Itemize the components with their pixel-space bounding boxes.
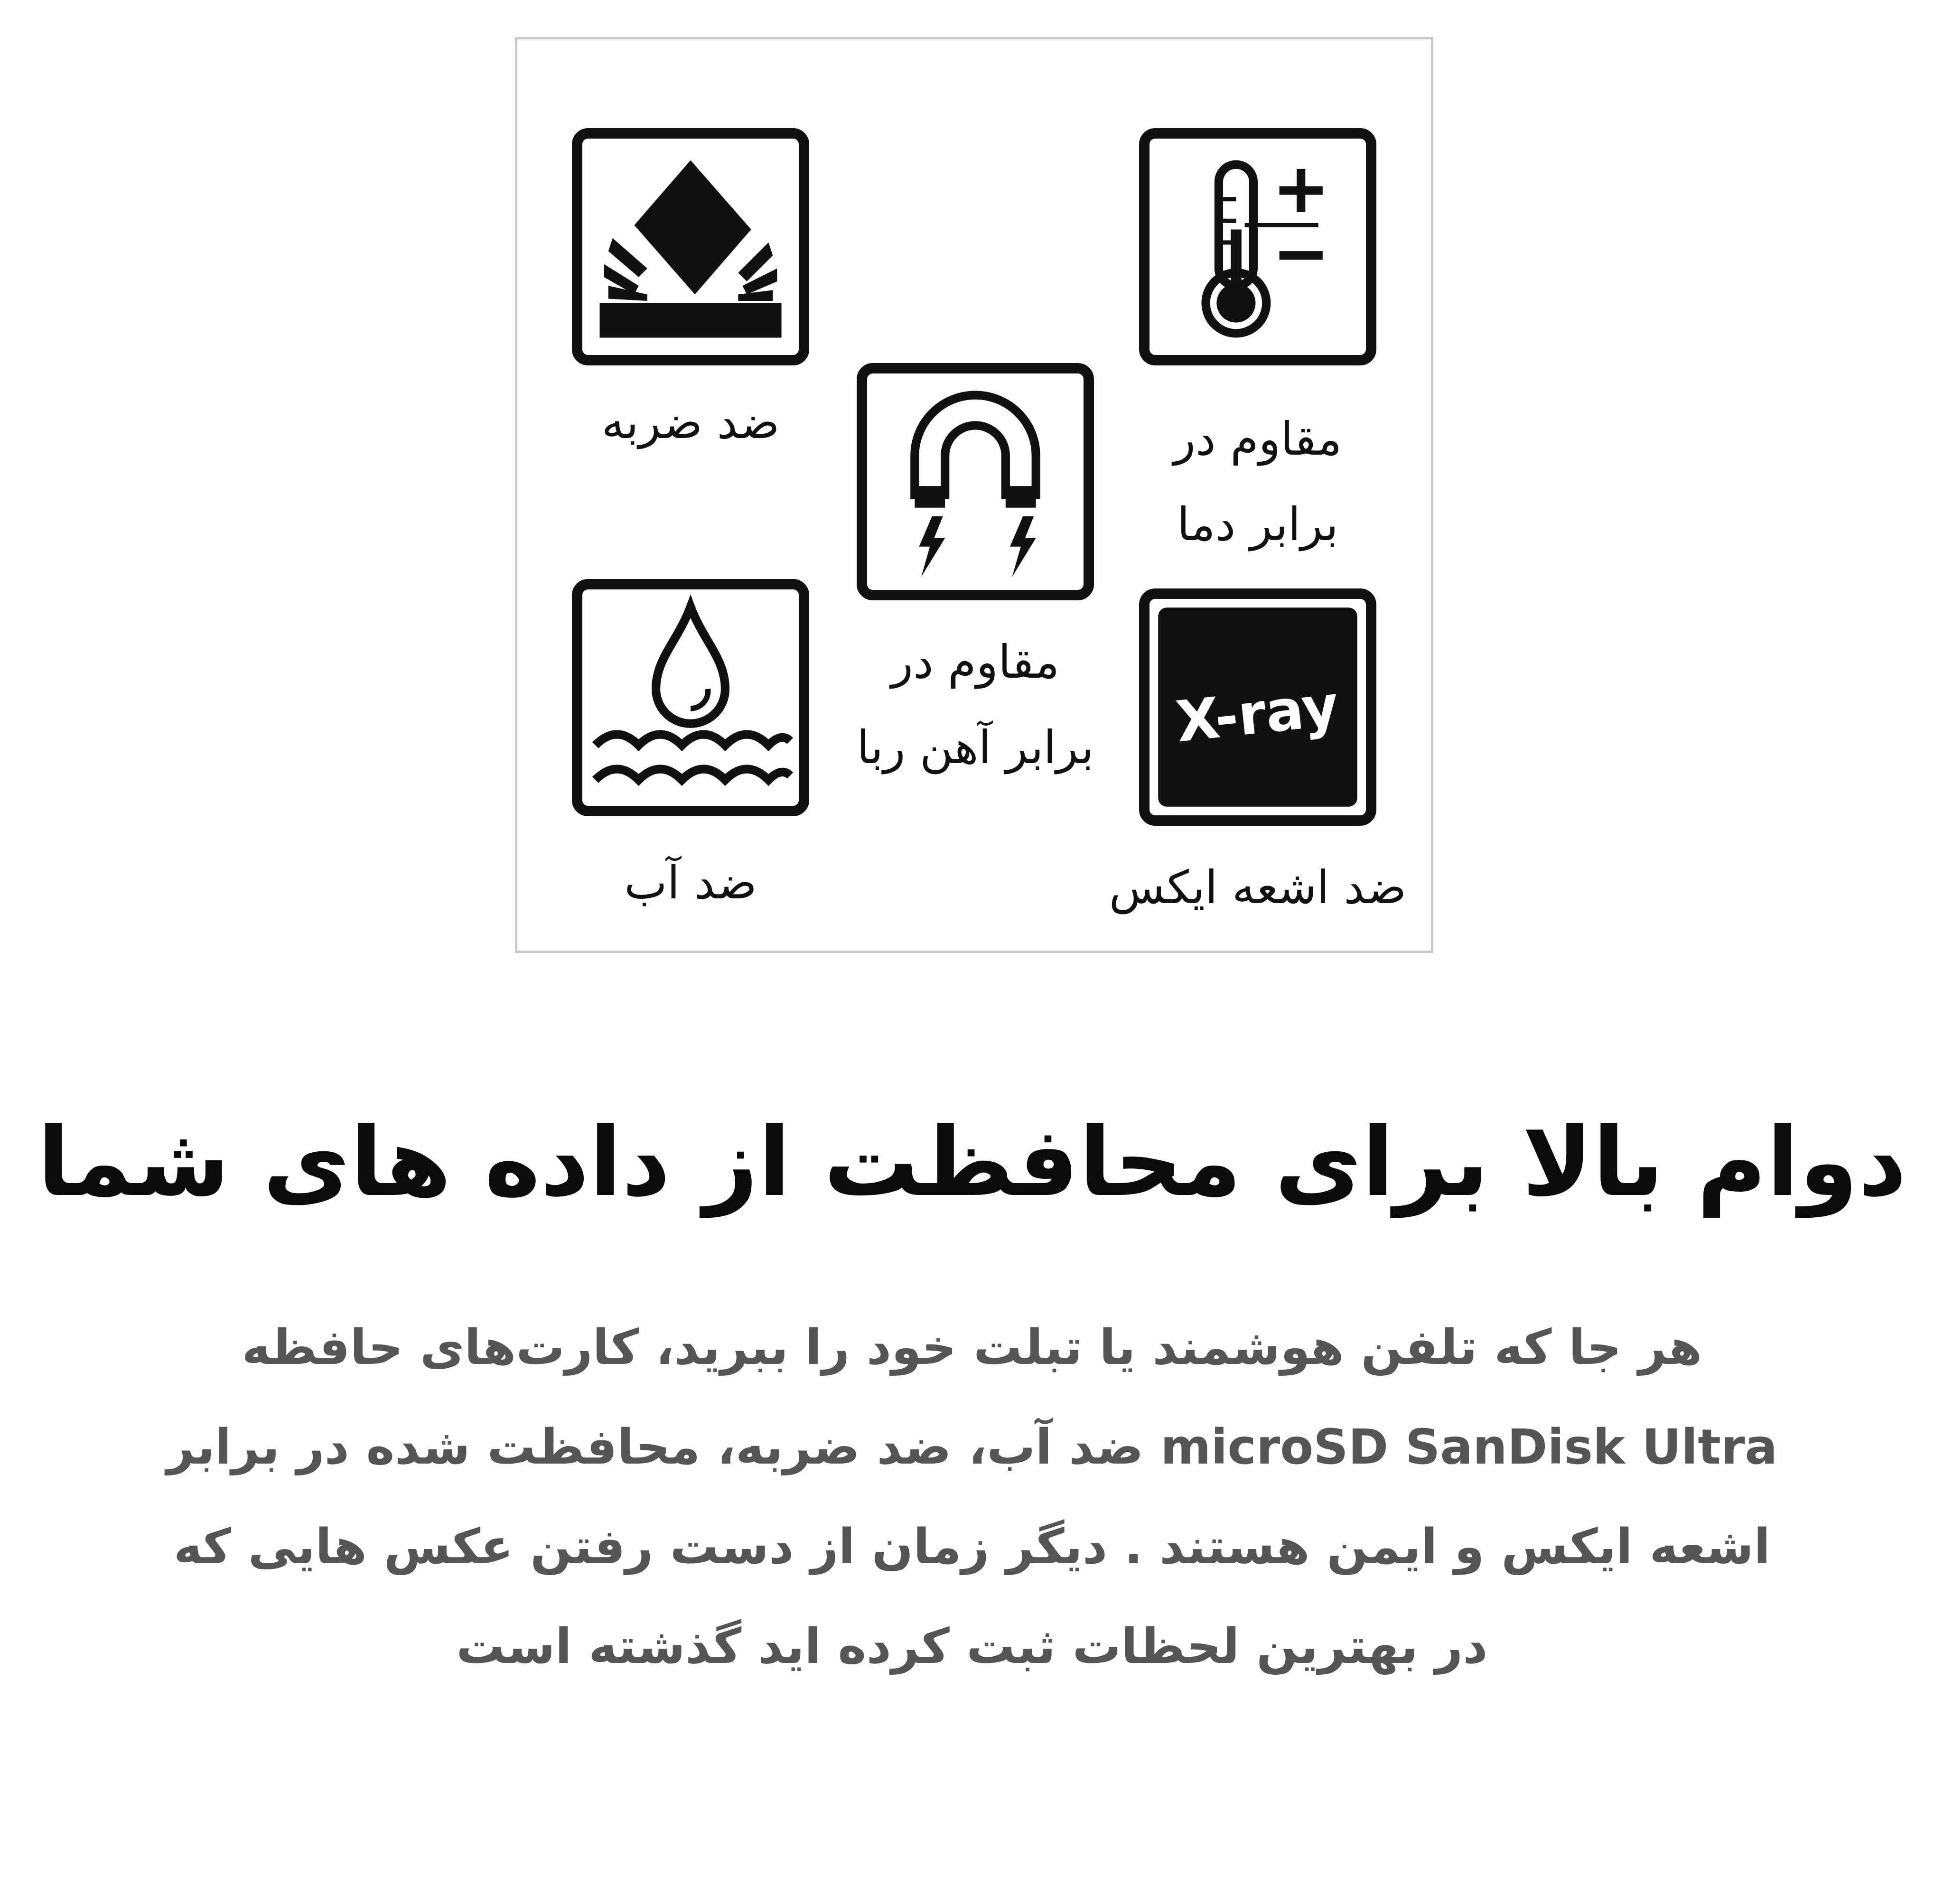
- features-panel: [515, 37, 1433, 953]
- headline: دوام بالا برای محافظت از داده های شما: [37, 1107, 1907, 1218]
- xray-icon: [1139, 588, 1376, 826]
- shockproof-label: ضد ضربه: [601, 396, 780, 449]
- xray-label: ضد اشعه ایکس: [1109, 861, 1407, 914]
- magnet-icon: [857, 363, 1094, 600]
- magnet-label-line1: مقاوم در: [891, 635, 1060, 689]
- magnet-label-line2: برابر آهن ربا: [857, 721, 1094, 774]
- description-paragraph: هر جا که تلفن هوشمند یا تبلت خود را ببرید، کارت‌های حافظه microSD SanDisk Ultra ضد آب، ضد ضربه، محافظت شده در برابر اشعه ایکس و ایمن هستند . دیگر زمان از دست رفتن عکس هایی که در بهترین لحظات ثبت کرده اید گذشته است: [166, 1319, 1778, 1675]
- waterproof-label: ضد آب: [624, 856, 757, 909]
- thermometer-icon: [1139, 128, 1376, 365]
- temperature-label-line2: برابر دما: [1177, 498, 1338, 551]
- waterproof-icon: [572, 579, 809, 816]
- shockproof-icon: [572, 128, 809, 365]
- temperature-label-line1: مقاوم در: [1173, 412, 1342, 466]
- xray-badge-text: X-ray: [1173, 672, 1342, 755]
